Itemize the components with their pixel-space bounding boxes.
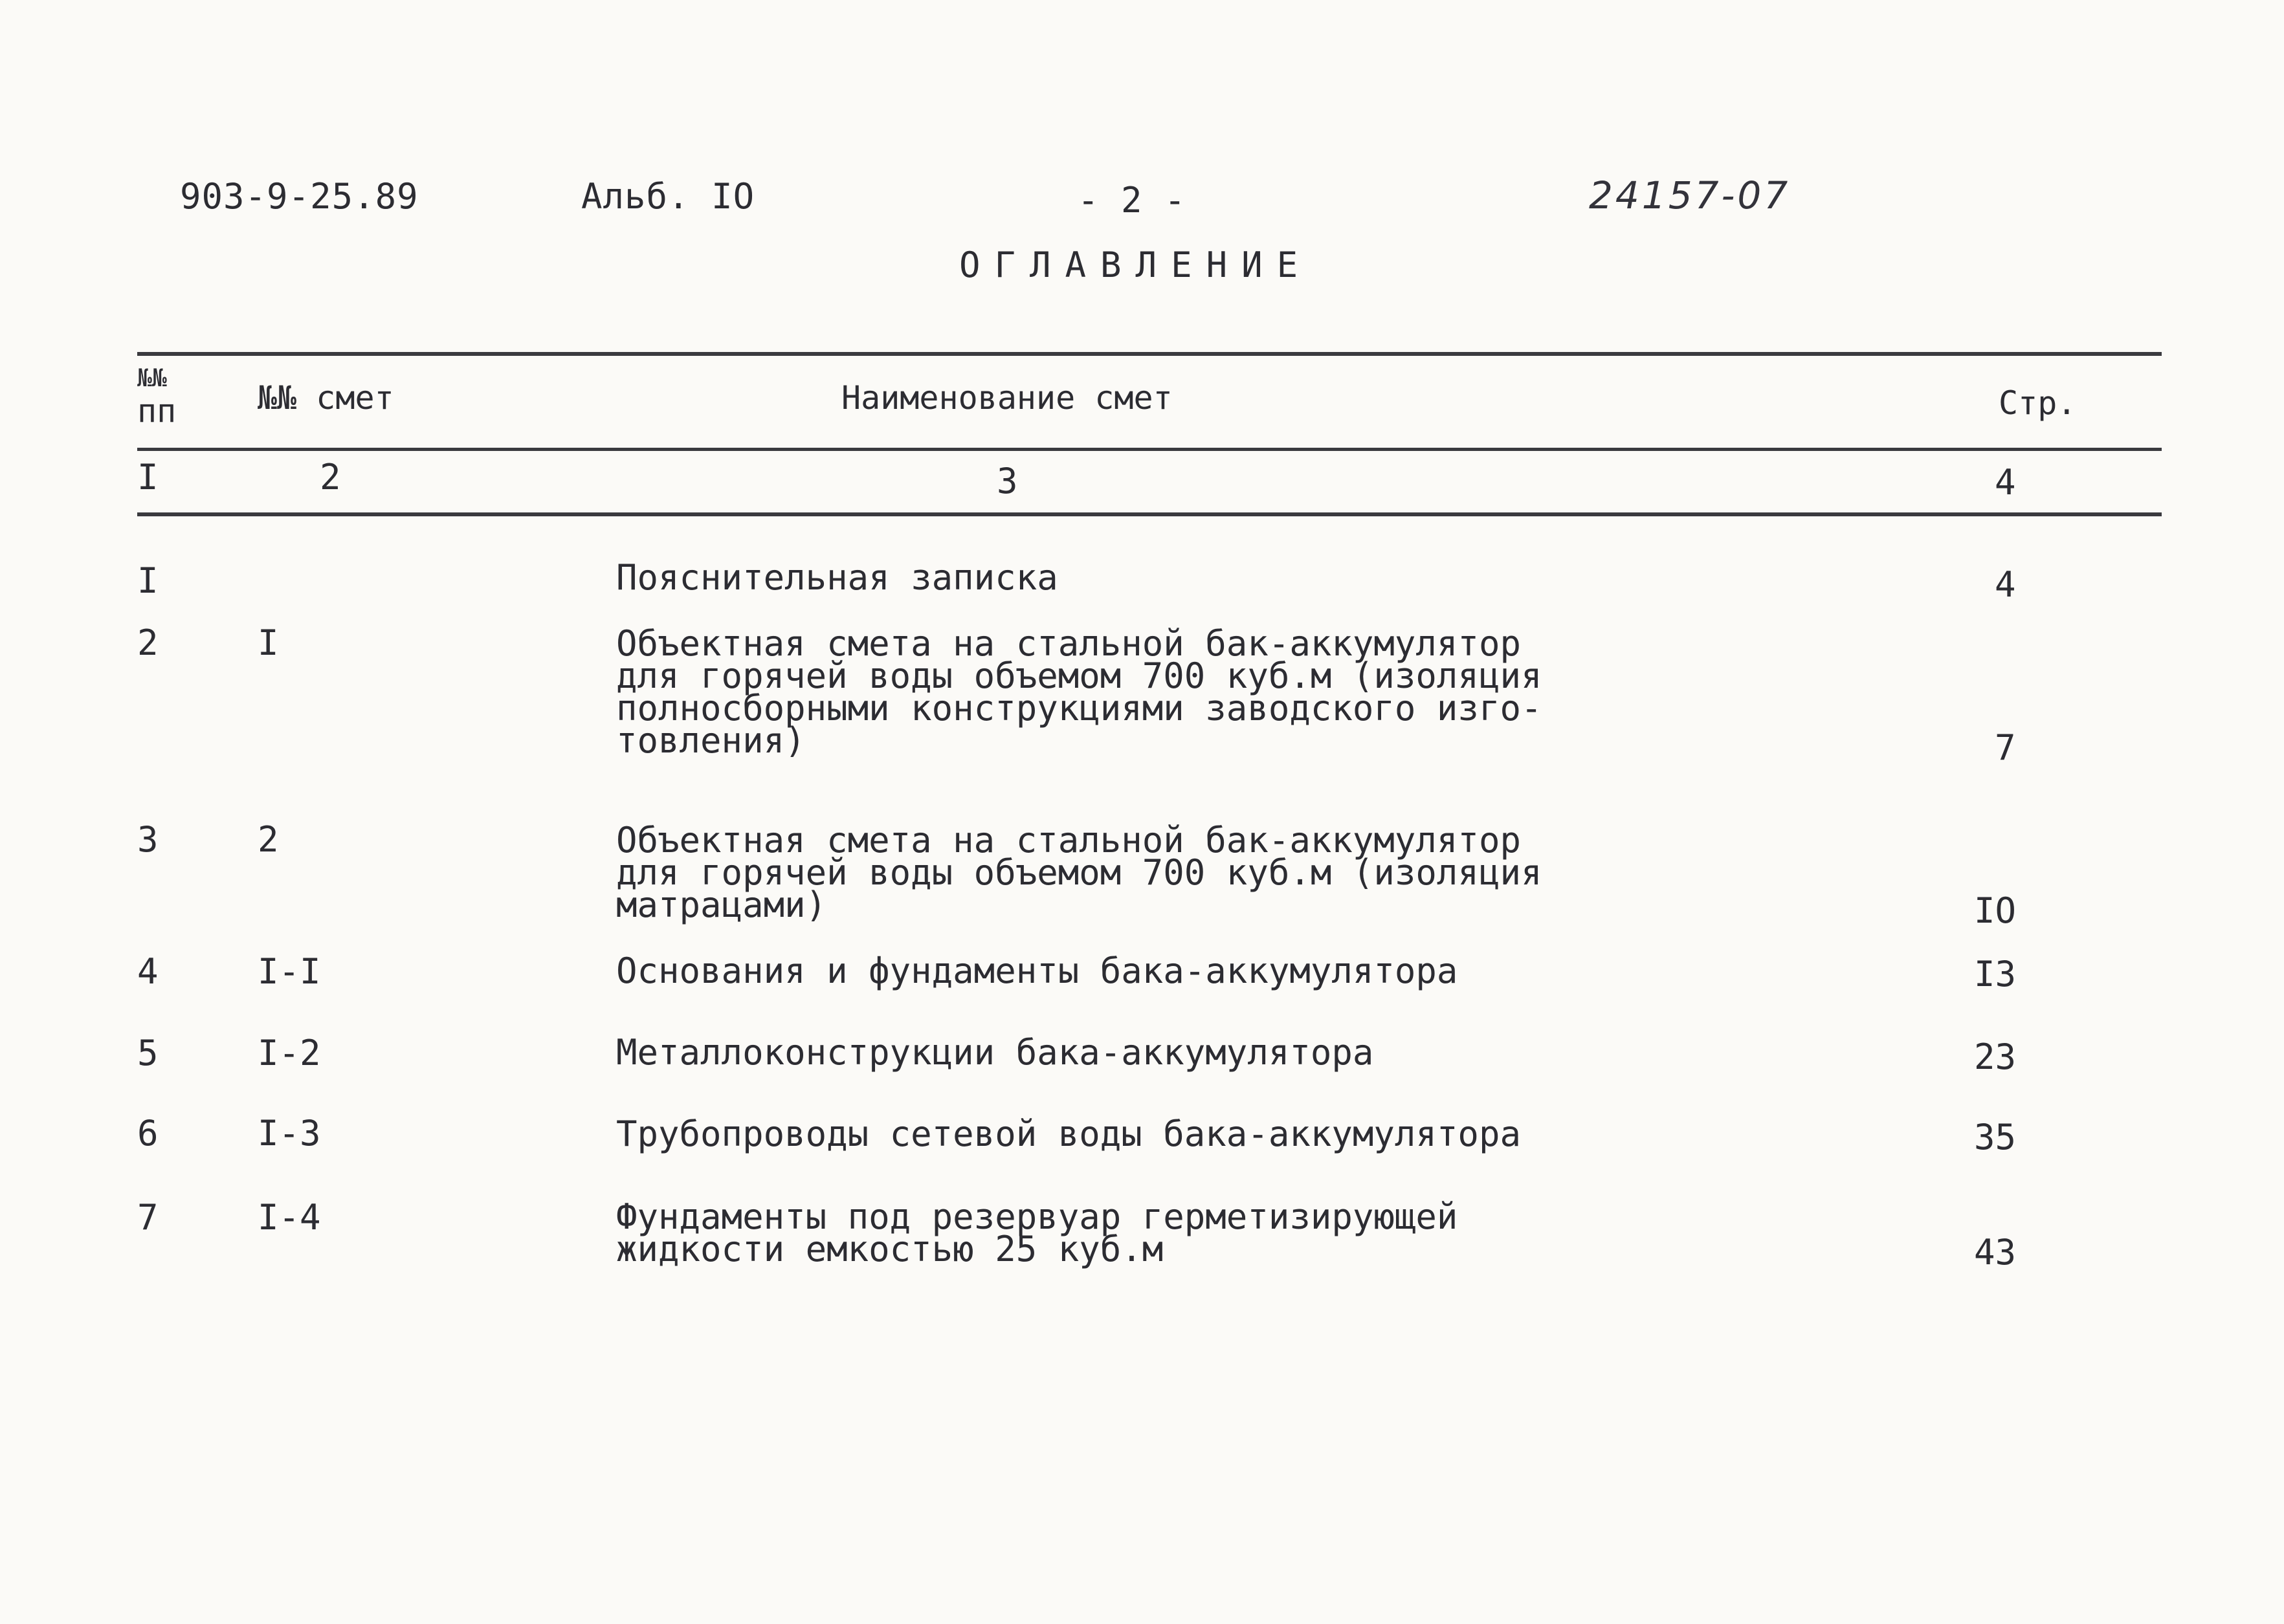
row-estimate-number: I-2 — [258, 1033, 321, 1073]
row-estimate-number: 2 — [258, 819, 279, 860]
row-page: 4 — [1995, 564, 2016, 605]
row-estimate-name: Объектная смета на стальной бак-аккумулятор для горячей воды объемом 700 куб.м (изоляция матрацами) — [616, 820, 1542, 925]
column-numbers-rule — [137, 512, 2162, 516]
row-estimate-name: Металлоконструкции бака-аккумулятора — [616, 1032, 1374, 1073]
col-header-name: Наименование смет — [841, 379, 1173, 417]
row-pp-number: 2 — [137, 622, 159, 663]
row-page: IO — [1974, 890, 2017, 931]
row-pp-number: 6 — [137, 1113, 159, 1154]
row-estimate-number: I-4 — [258, 1197, 321, 1238]
column-number: I — [137, 457, 159, 498]
row-estimate-name: Объектная смета на стальной бак-аккумулятор для горячей воды объемом 700 куб.м (изоляция полносборными конструкциями заводского изго- товления) — [616, 623, 1542, 761]
row-estimate-name: Основания и фундаменты бака-аккумулятора — [616, 950, 1458, 991]
document-code: 903-9-25.89 — [180, 176, 419, 217]
row-estimate-number: I — [258, 622, 279, 663]
album-number: Альб. IO — [581, 176, 755, 217]
row-estimate-name: Трубопроводы сетевой воды бака-аккумулятора — [616, 1114, 1521, 1154]
header-bottom-rule — [137, 448, 2162, 451]
row-pp-number: 7 — [137, 1197, 159, 1238]
row-pp-number: 5 — [137, 1033, 159, 1073]
row-page: 23 — [1974, 1037, 2017, 1077]
row-estimate-number: I-I — [258, 951, 321, 992]
column-number: 3 — [997, 461, 1018, 501]
row-pp-number: I — [137, 560, 159, 601]
row-pp-number: 3 — [137, 819, 159, 860]
handwritten-inventory-number: 24157-07 — [1589, 173, 1791, 217]
col-header-page: Стр. — [1999, 384, 2077, 422]
column-number: 4 — [1995, 462, 2016, 503]
col-header-pp-line1: №№ — [137, 364, 167, 392]
col-header-smeta: №№ смет — [258, 379, 394, 417]
table-top-rule — [137, 352, 2162, 356]
row-page: 35 — [1974, 1117, 2017, 1158]
row-page: 7 — [1995, 727, 2016, 768]
row-page: I3 — [1974, 954, 2017, 994]
row-page: 43 — [1974, 1232, 2017, 1273]
row-estimate-name: Пояснительная записка — [616, 557, 1058, 598]
page-title: ОГЛАВЛЕНИЕ — [959, 245, 1313, 285]
col-header-pp-line2: пп — [137, 392, 177, 430]
row-estimate-name: Фундаменты под резервуар герметизирующей жидкости емкостью 25 куб.м — [616, 1196, 1458, 1269]
row-pp-number: 4 — [137, 951, 159, 992]
column-number: 2 — [320, 457, 341, 498]
row-estimate-number: I-3 — [258, 1113, 321, 1154]
page-number: - 2 - — [1078, 180, 1186, 221]
